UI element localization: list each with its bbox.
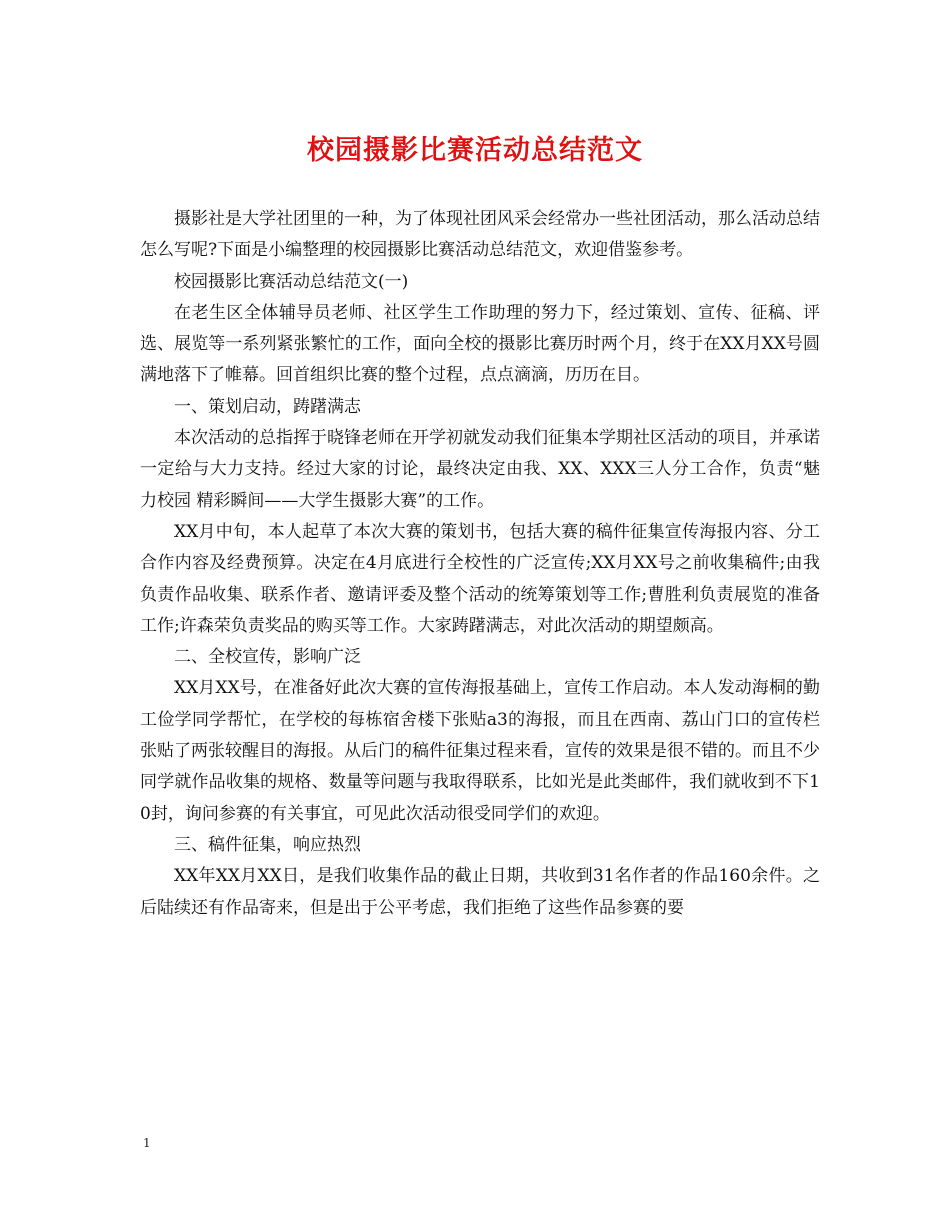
document-body [140,204,820,924]
page-number: 1 [143,1136,151,1150]
document-title: 校园摄影比赛活动总结范文 [307,135,643,166]
section-heading-submissions: 三、稿件征集，响应热烈 [174,834,361,855]
body-paragraph: XX年XX月XX日，是我们收集作品的截止日期，共收到31名作者的作品160余件。之后陆续还有作品寄来，但是出于公平考虑，我们拒绝了这些作品参赛的要 [140,866,820,918]
section-heading-publicity: 二、全校宣传，影响广泛 [174,647,361,668]
body-paragraph: XX月中旬，本人起草了本次大赛的策划书，包括大赛的稿件征集宣传海报内容、分工合作内容及经费预算。决定在4月底进行全校性的广泛宣传;XX月XX号之前收集稿件;由我负责作品收集、联系作者、邀请评委及整个活动的统筹策划等工作;曹胜利负责展览的准备工作;许森荣负责奖品的购买等工作。大家踌躇满志，对此次活动的期望颇高。 [140,521,820,636]
body-paragraph: XX月XX号，在准备好此次大赛的宣传海报基础上，宣传工作启动。本人发动海桐的勤工俭学同学帮忙，在学校的每栋宿舍楼下张贴a3的海报，而且在西南、荔山门口的宣传栏张贴了两张较醒目的海报。从后门的稿件征集过程来看，宣传的效果是很不错的。而且不少同学就作品收集的规格、数量等问题与我取得联系，比如光是此类邮件，我们就收到不下10封，询问参赛的有关事宜，可见此次活动很受同学们的欢迎。 [140,678,820,824]
section-heading-planning: 一、策划启动，踌躇满志 [174,396,361,417]
body-paragraph: 在老生区全体辅导员老师、社区学生工作助理的努力下，经过策划、宣传、征稿、评选、展览等一系列紧张繁忙的工作，面向全校的摄影比赛历时两个月，终于在XX月XX号圆满地落下了帷幕。回首组织比赛的整个过程，点点滴滴，历历在目。 [140,302,820,386]
section-heading-sample-one: 校园摄影比赛活动总结范文(一) [174,271,409,292]
intro-paragraph: 摄影社是大学社团里的一种，为了体现社团风采会经常办一些社团活动，那么活动总结怎么写呢?下面是小编整理的校园摄影比赛活动总结范文，欢迎借鉴参考。 [140,209,820,261]
body-paragraph: 本次活动的总指挥于晓锋老师在开学初就发动我们征集本学期社区活动的项目，并承诺一定给与大力支持。经过大家的讨论，最终决定由我、XX、XXX三人分工合作，负责“魅力校园 精彩瞬间——大学生摄影大赛”的工作。 [140,428,820,511]
